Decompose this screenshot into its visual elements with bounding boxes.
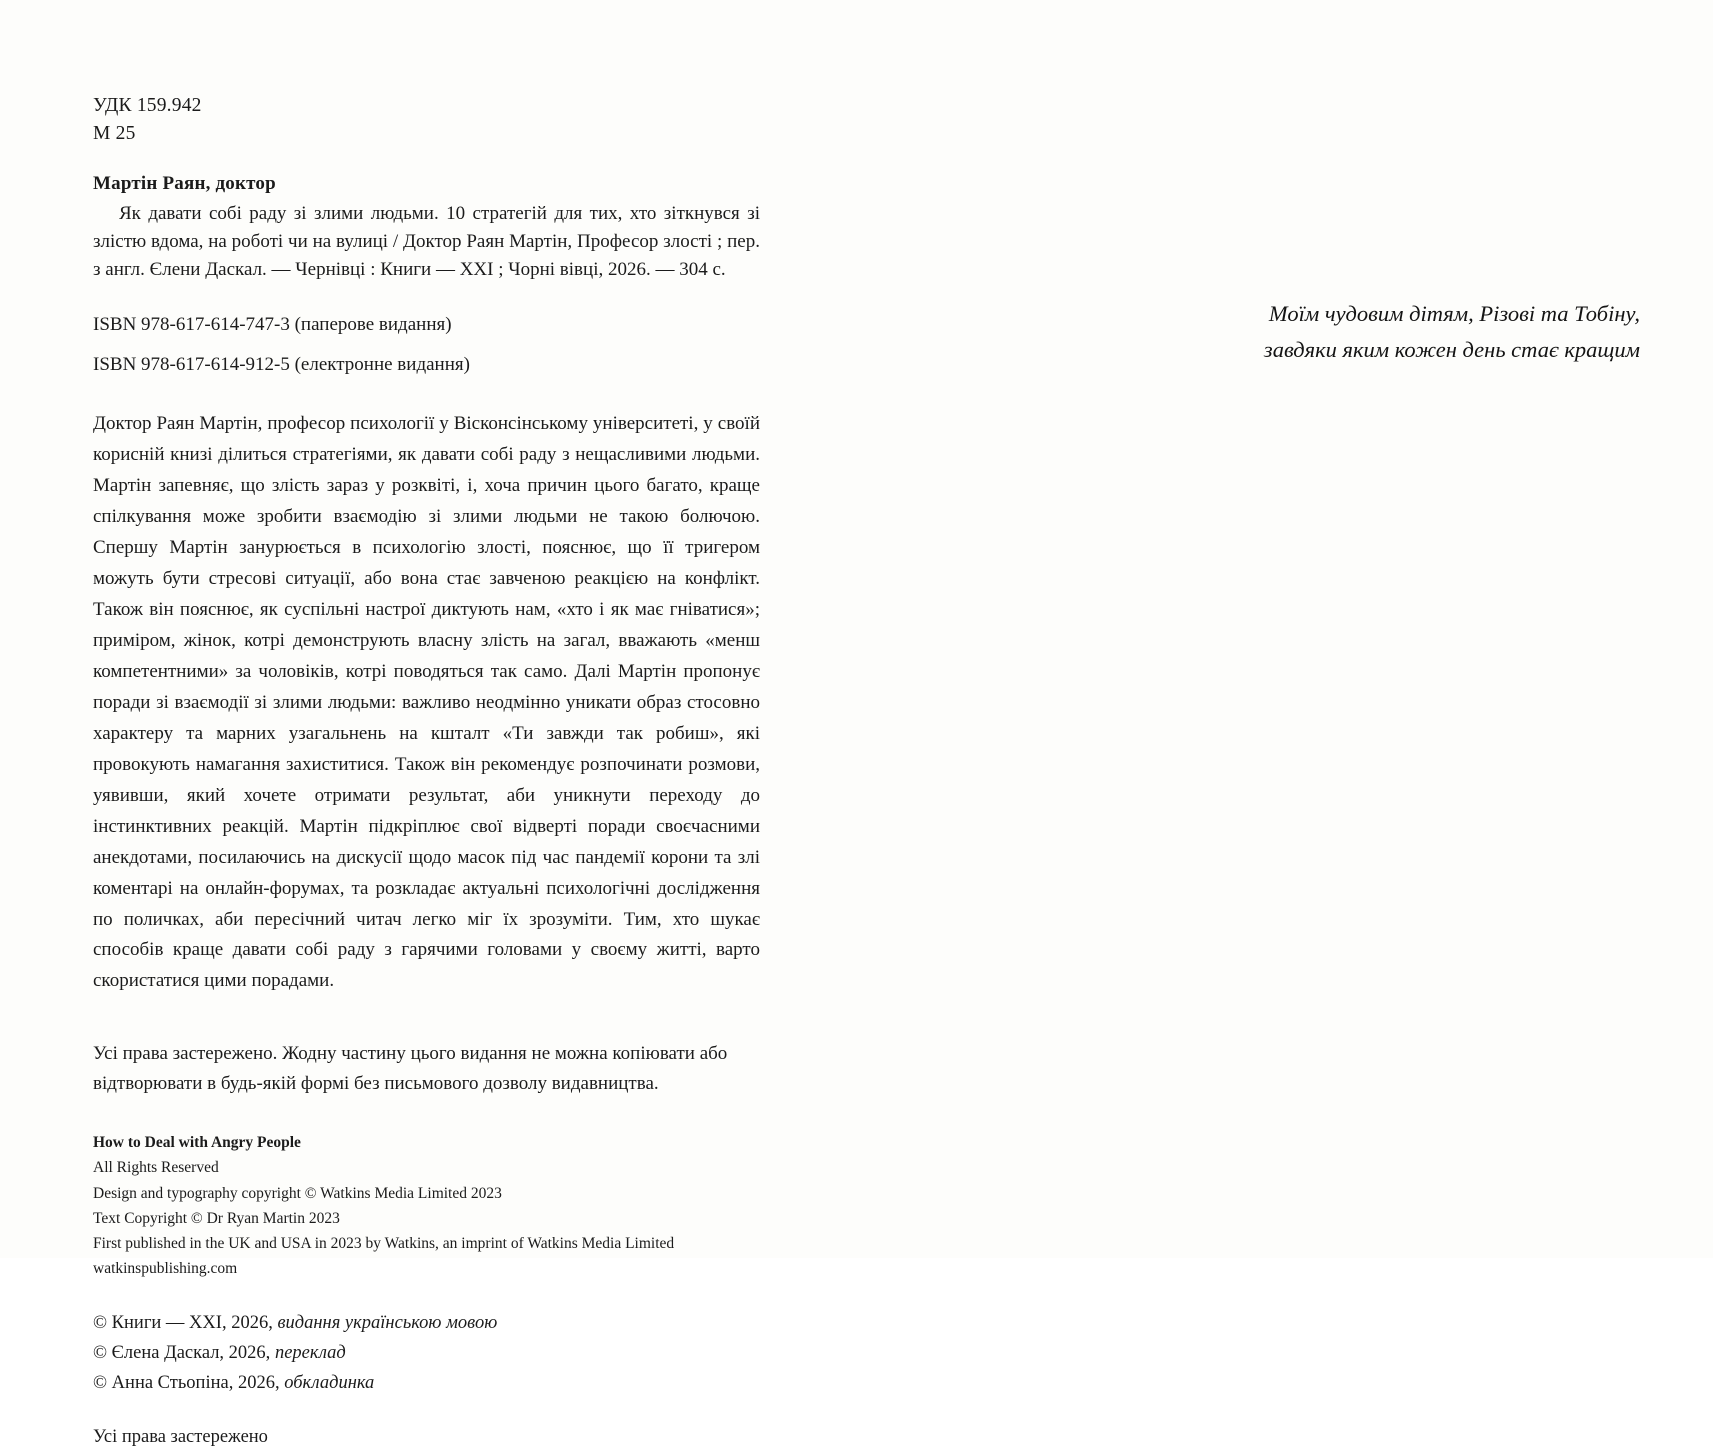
rights-reserved-tail: Усі права застережено	[93, 1426, 268, 1447]
copyright-holder: © Анна Стьопіна, 2026,	[93, 1372, 285, 1393]
annotation-text: Доктор Раян Мартін, професор психології у Вісконсінському університеті, у своїй корисній книзі ділиться стратегіями, як давати собі раду з нещасливими людьми. Мартін запевняє, що злість зараз у розквіті, і, хоча причин цього багато, краще спілкування може зробити взаємодію зі злими людьми не такою болючою. Спершу Мартін занурюється в психологію злості, пояснює, що її тригером можуть бути стресові ситуації, або вона стає завченою реакцією на конфлікт. Також він пояснює, як суспільні настрої диктують нам, «хто і як має гніватися»; приміром, жінок, котрі демонструють власну злість на загал, вважають «менш компетентними» за чоловіків, котрі поводяться так само. Далі Мартін пропонує поради зі взаємодії зі злими людьми: важливо неодмінно уникати образ стосовно характеру та марних узагальнень на кшталт «Ти завжди так робиш», які провокують намагання захиститися. Також він рекомендує розпочинати розмови, уявивши, який хочете отримати результат, аби уникнути переходу до інстинктивних реакцій. Мартін підкріплює свої відверті поради своєчасними анекдотами, посилаючись на дискусії щодо масок під час пандемії корони та злі коментарі на онлайн-форумах, та розкладає актуальні психологічні дослідження по поличках, аби пересічний читач легко міг їх зрозуміти. Тим, хто шукає способів краще давати собі раду з гарячими головами у своєму житті, варто скористатися цими порадами.	[93, 413, 760, 992]
copyright-role: видання українською мовою	[277, 1312, 498, 1333]
copyright-list	[93, 1309, 760, 1399]
copyright-role: переклад	[274, 1342, 346, 1363]
dedication-column	[940, 296, 1640, 369]
dedication-line-2: завдяки яким кожен день стає кращим	[1263, 337, 1640, 363]
original-line-2: Design and typography copyright © Watkins Media Limited 2023	[93, 1184, 502, 1202]
original-line-1: All Rights Reserved	[93, 1159, 219, 1177]
copyright-item	[93, 1369, 760, 1399]
copyright-holder: © Книги — XXI, 2026,	[93, 1312, 278, 1333]
dedication	[940, 296, 1640, 369]
imprint-column	[93, 92, 760, 1448]
isbn-electronic: ISBN 978-617-614-912-5 (електронне видання)	[93, 353, 470, 375]
udk-line-1: УДК 159.942	[93, 95, 202, 116]
author-name: Мартін Раян, доктор	[93, 173, 276, 195]
copyright-item	[93, 1339, 760, 1369]
original-edition-block	[93, 1130, 760, 1281]
original-title: How to Deal with Angry People	[93, 1134, 301, 1152]
original-line-4: First published in the UK and USA in 2023 by Watkins, an imprint of Watkins Media Limited	[93, 1234, 675, 1252]
dedication-line-1: Моїм чудовим дітям, Різові та Тобіну,	[1268, 301, 1640, 326]
isbn-block	[93, 310, 760, 379]
original-website: watkinspublishing.com	[93, 1259, 238, 1277]
rights-notice: Усі права застережено. Жодну частину цього видання не можна копіювати або відтворювати в будь-якій формі без письмового дозволу видавництва.	[93, 1043, 728, 1094]
udk-line-2: М 25	[93, 122, 136, 144]
copyright-holder: © Єлена Даскал, 2026,	[93, 1342, 275, 1363]
bibliographic-description: Як давати собі раду зі злими людьми. 10 стратегій для тих, хто зіткнувся зі злістю вдома, на роботі чи на вулиці / Доктор Раян Мартін, Професор злості ; пер. з англ. Єлени Даскал. — Чернівці : Книги — XXI ; Чорні вівці, 2026. — 304 с.	[93, 203, 760, 281]
copyright-item	[93, 1309, 760, 1339]
original-line-3: Text Copyright © Dr Ryan Martin 2023	[93, 1209, 340, 1227]
copyright-role: обкладинка	[284, 1372, 375, 1393]
isbn-print: ISBN 978-617-614-747-3 (паперове видання)	[93, 314, 452, 336]
